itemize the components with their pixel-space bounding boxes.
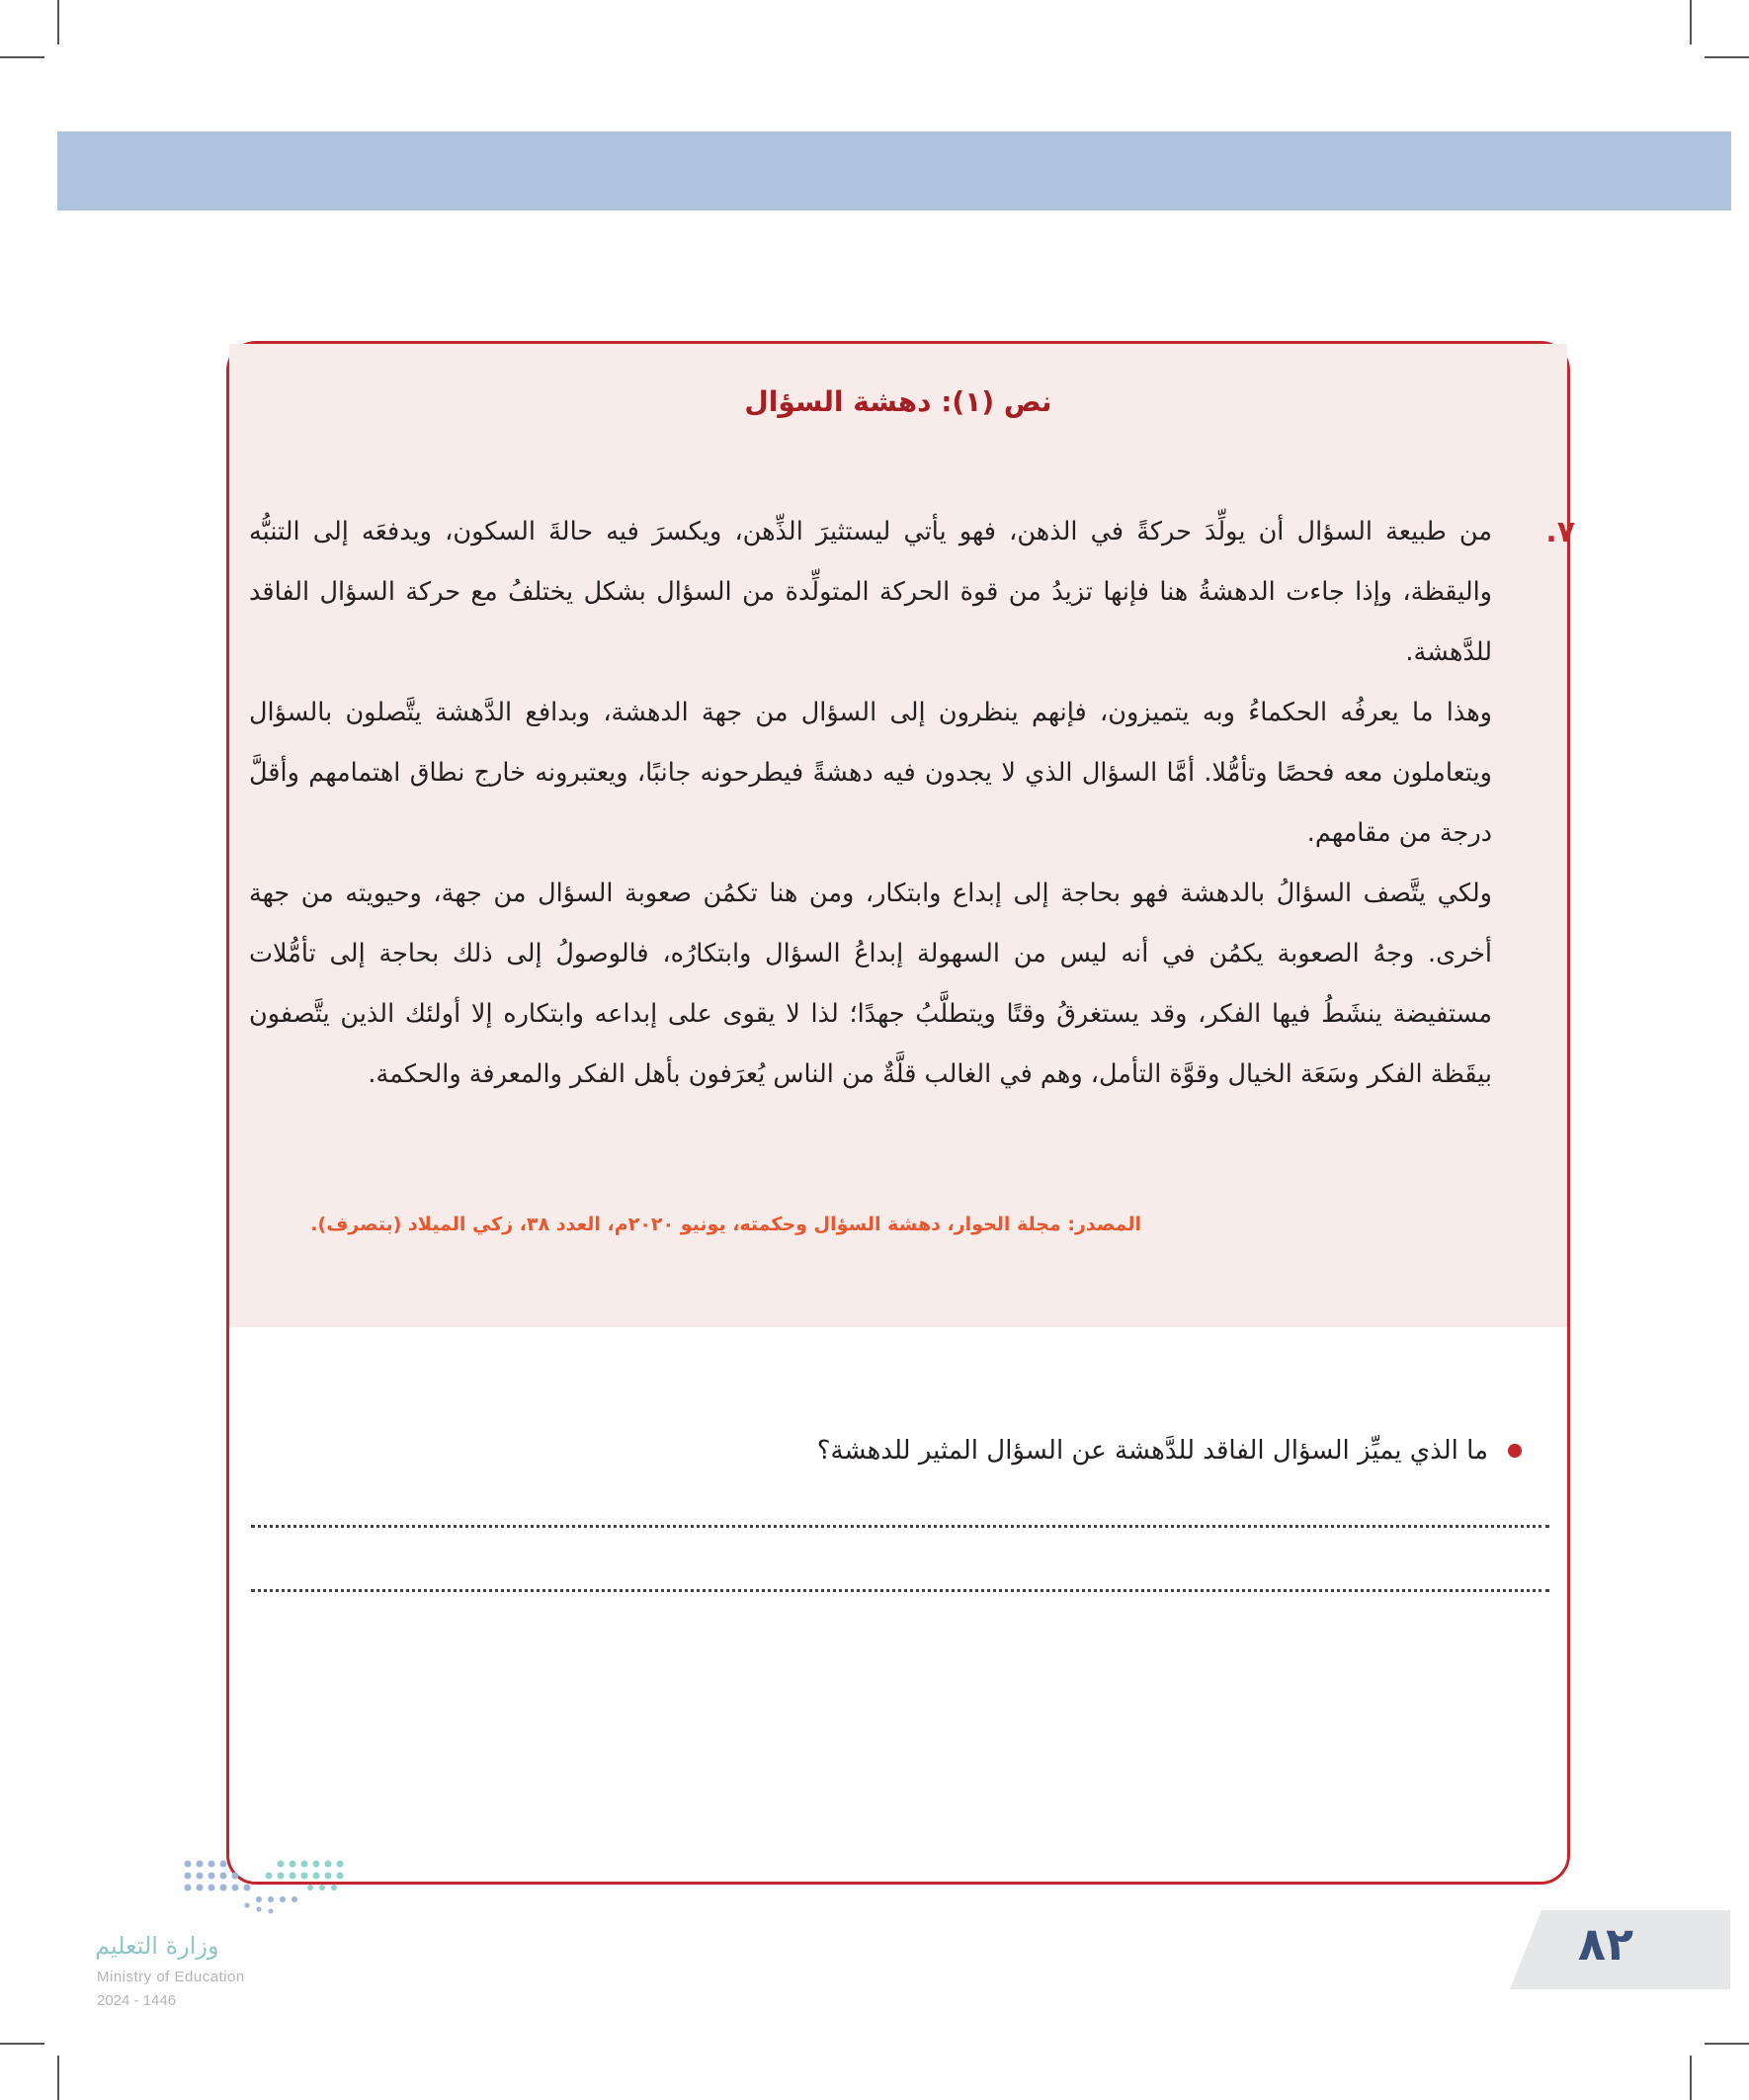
crop-mark: [1705, 2043, 1749, 2045]
paragraph-text: من طبيعة السؤال أن يولِّدَ حركةً في الذهن، فهو يأتي ليستثيرَ الذِّهن، ويكسرَ فيه حالةَ السكون، ويدفعَه إلى التنبُّه واليقظة، وإذا جاءت الدهشةُ هنا فإنها تزيدُ من قوة الحركة المتولِّدة من السؤال بشكل يختلفُ مع حركة السؤال الفاقد للدَّهشة.: [249, 517, 1492, 667]
crop-mark: [0, 56, 44, 58]
crop-mark: [57, 2056, 59, 2100]
logo-dots-icon: [182, 1858, 360, 1927]
bullet-icon: [1508, 1444, 1522, 1458]
answer-line[interactable]: [251, 1525, 1549, 1528]
paragraph: [249, 683, 1547, 864]
crop-mark: [0, 2043, 44, 2045]
question: [817, 1436, 1522, 1466]
page-number: ٨٢: [1577, 1917, 1634, 1971]
ministry-year: 2024 - 1446: [97, 1992, 177, 2009]
paragraph: [249, 502, 1575, 683]
ministry-name-english: Ministry of Education: [97, 1969, 245, 1985]
paragraph-text: ولكي يتَّصف السؤالُ بالدهشة فهو بحاجة إلى إبداع وابتكار، ومن هنا تكمُن صعوبة السؤال من جهة، وحيويته من جهة أخرى. وجهُ الصعوبة يكمُن في أنه ليس من السهولة إبداعُ السؤال وابتكارُه، فالوصولُ إلى ذلك بحاجة إلى تأمُّلات مستفيضة ينشَطُ فيها الفكر، وقد يستغرقُ وقتًا ويتطلَّبُ جهدًا؛ لذا لا يقوى على إبداعه وابتكاره إلا أولئك الذين يتَّصفون بيقَظة الفكر وسَعَة الخيال وقوَّة التأمل، وهم في الغالب قلَّةٌ من الناس يُعرَفون بأهل الفكر والمعرفة والحكمة.: [249, 879, 1492, 1089]
source-citation: المصدر: مجلة الحوار، دهشة السؤال وحكمته، يونيو ٢٠٢٠م، العدد ٣٨، زكي الميلاد (بتصرف).: [310, 1214, 1141, 1235]
reading-passage: [249, 502, 1575, 1105]
ministry-name-arabic: وزارة التعليم: [95, 1932, 219, 1960]
reading-box: [226, 341, 1575, 1885]
reading-title: نص (١): دهشة السؤال: [744, 385, 1052, 418]
crop-mark: [57, 0, 59, 44]
crop-mark: [1690, 0, 1692, 44]
crop-mark: [1690, 2056, 1692, 2100]
answer-line[interactable]: [251, 1589, 1549, 1592]
paragraph-text: وهذا ما يعرفُه الحكماءُ وبه يتميزون، فإنهم ينظرون إلى السؤال من جهة الدهشة، وبدافع الدَّهشة يتَّصلون بالسؤال ويتعاملون معه فحصًا وتأمُّلا. أمَّا السؤال الذي لا يجدون فيه دهشةً فيطرحونه جانبًا، ويعتبرونه خارج نطاق اهتمامهم وأقلَّ درجة من مقامهم.: [249, 698, 1492, 848]
question-text: ما الذي يميِّز السؤال الفاقد للدَّهشة عن السؤال المثير للدهشة؟: [816, 1436, 1488, 1466]
ministry-logo: [95, 1858, 352, 2026]
header-band: [57, 131, 1731, 210]
crop-mark: [1705, 56, 1749, 58]
paragraph: [249, 864, 1547, 1105]
paragraph-number: ٧.: [1545, 515, 1575, 549]
